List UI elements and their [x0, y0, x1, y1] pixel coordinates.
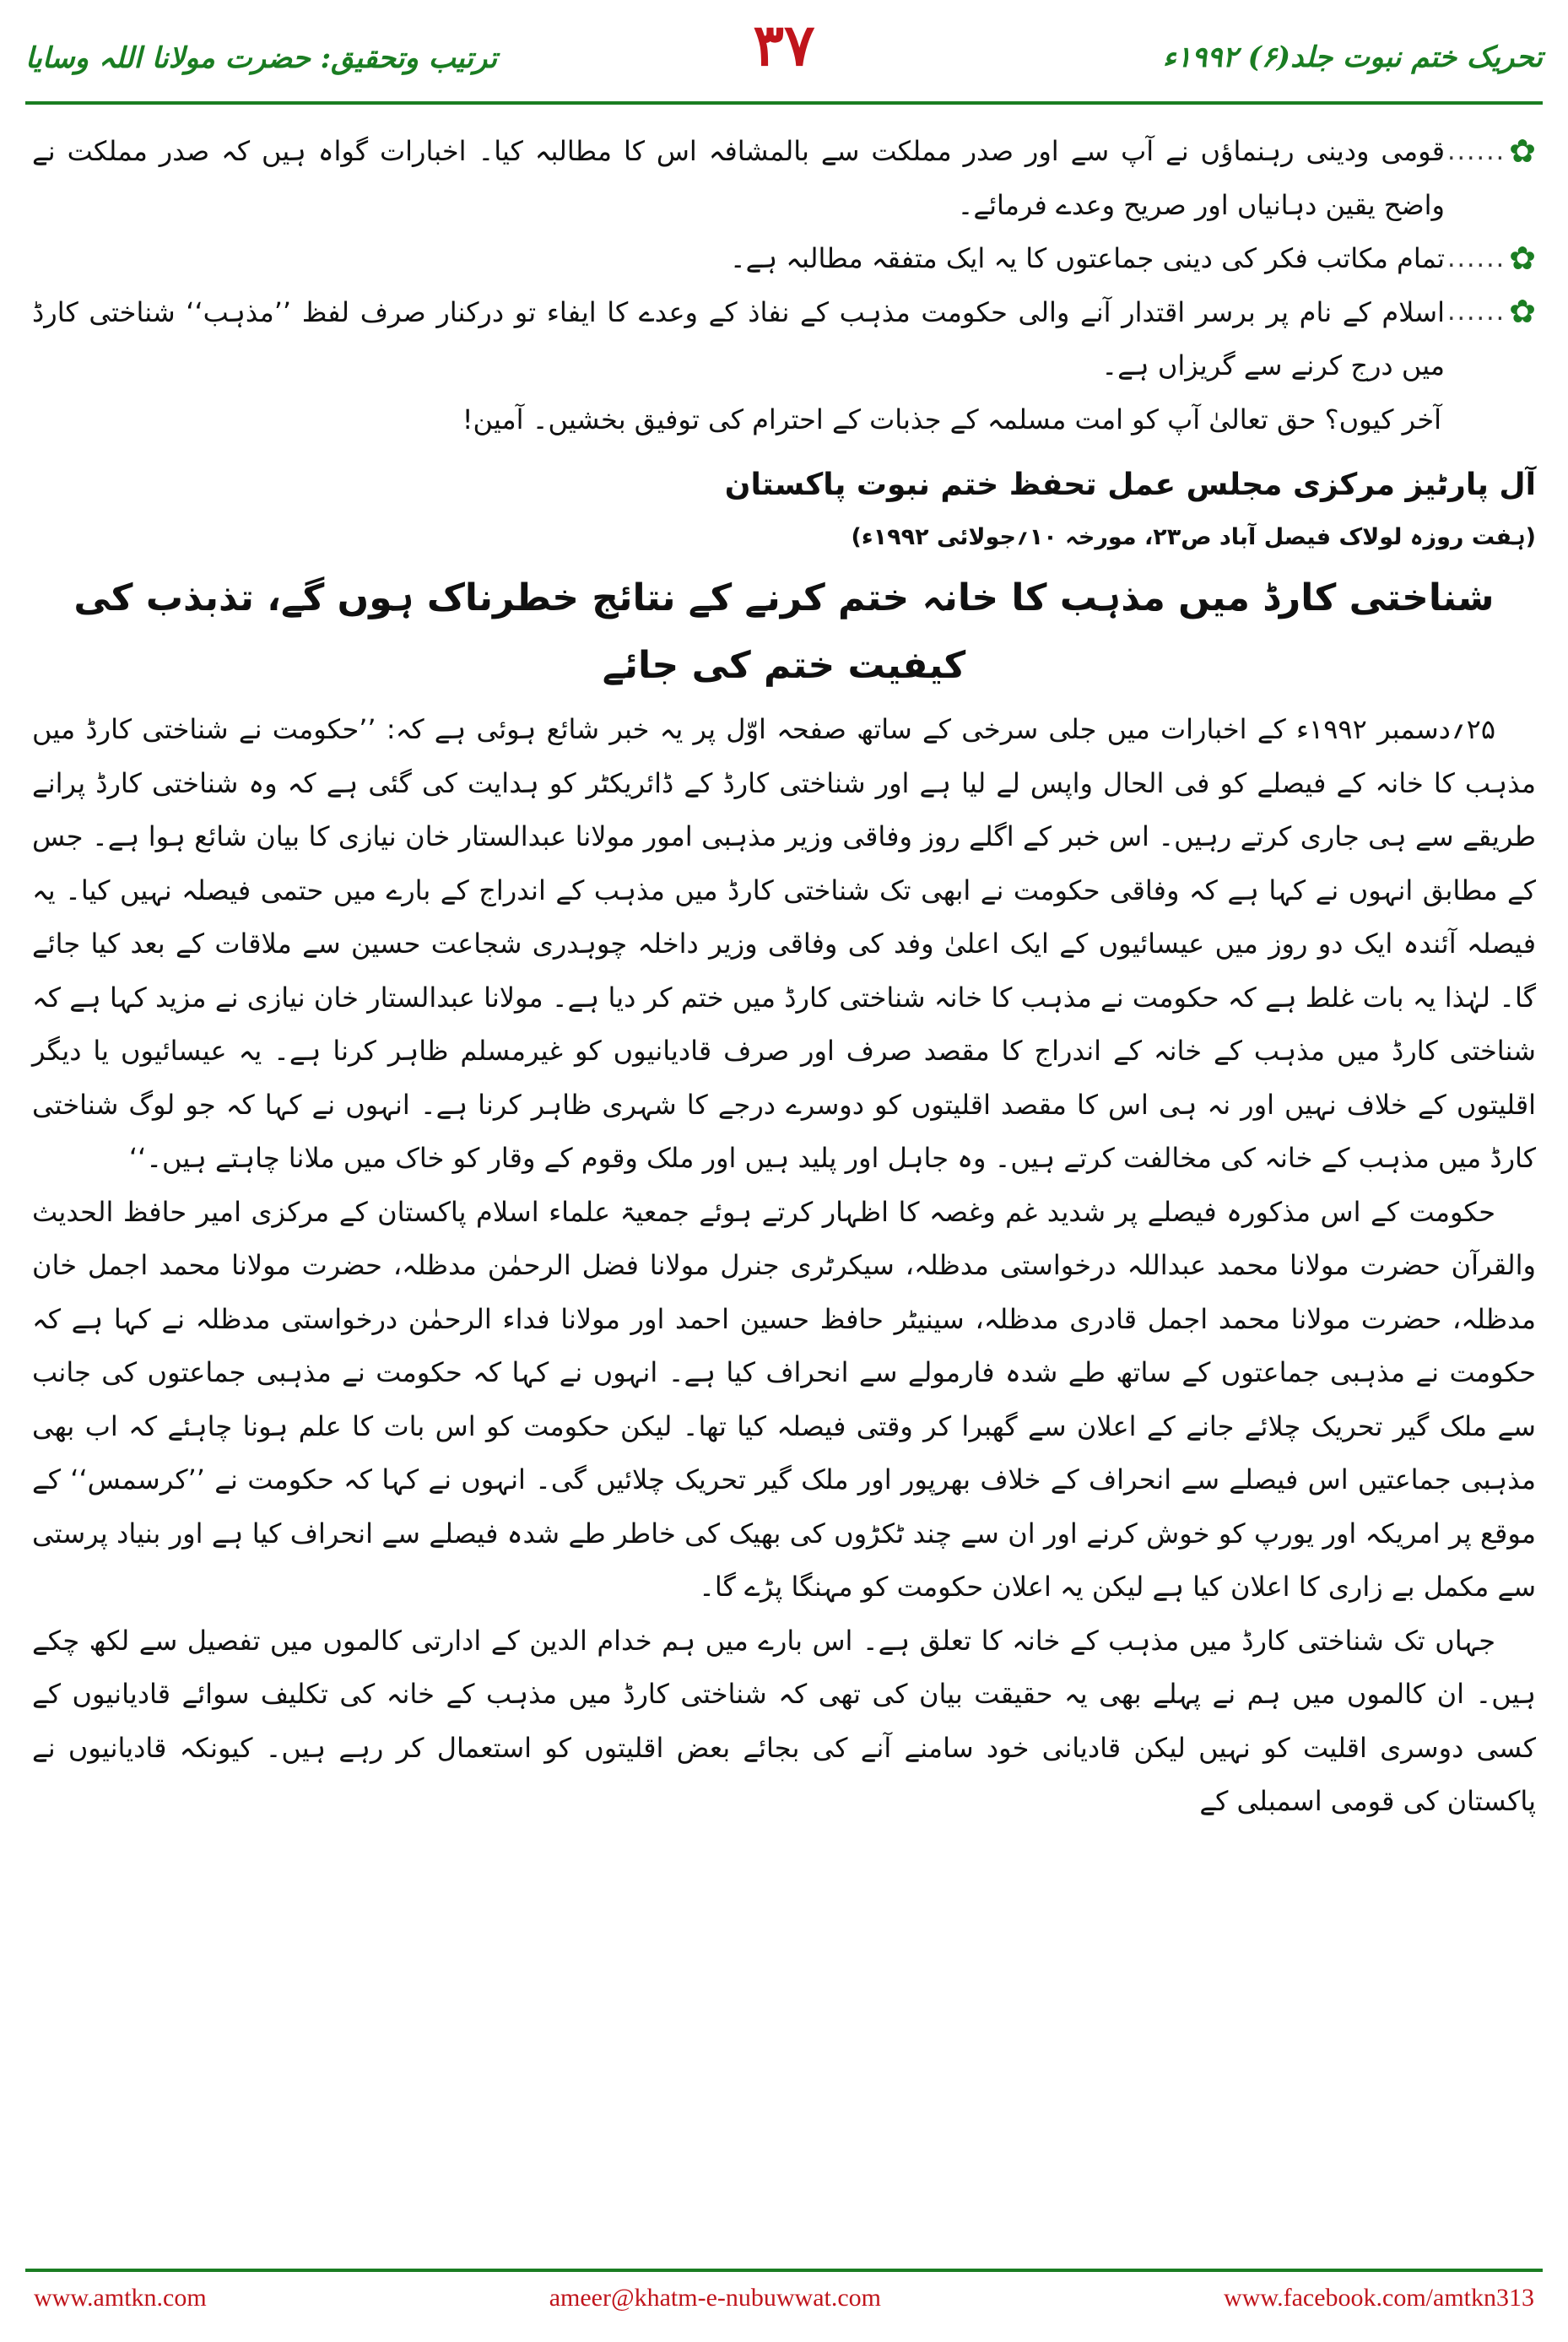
bullet-text: قومی ودینی رہنماؤں نے آپ سے اور صدر مملکت سے بالمشافہ اس کا مطالبہ کیا۔ اخبارات گواہ ہیں کہ صدر مملکت نے واضح یقین دہانیاں اور صریح وعدے فرمائے۔: [32, 135, 1445, 221]
paragraph: حکومت کے اس مذکورہ فیصلے پر شدید غم وغصہ کا اظہار کرتے ہوئے جمعیۃ علماء اسلام پاکستان کے مرکزی امیر حافظ الحدیث والقرآن حضرت مولانا محمد عبداللہ درخواستی مدظلہ، سیکرٹری جنرل مولانا فضل الرحمٰن مدظلہ، حضرت مولانا محمد اجمل خان مدظلہ، حضرت مولانا محمد اجمل قادری مدظلہ، سینیٹر حافظ حسین احمد اور مولانا فداء الرحمٰن درخواستی مدظلہ نے کہا ہے کہ حکومت نے مذہبی جماعتوں کے ساتھ طے شدہ فارمولے سے انحراف کیا ہے۔ انہوں نے کہا کہ حکومت نے مذہبی جماعتوں کی جانب سے ملک گیر تحریک چلائے جانے کے اعلان سے گھبرا کر وقتی فیصلہ کیا تھا۔ لیکن حکومت کو اس بات کا علم ہونا چاہئے کہ اب بھی مذہبی جماعتیں اس فیصلے سے انحراف کے خلاف بھرپور اور ملک گیر تحریک چلائیں گی۔ انہوں نے کہا کہ حکومت نے ’’کرسمس‘‘ کے موقع پر امریکہ اور یورپ کو خوش کرنے اور ان سے چند ٹکڑوں کی بھیک کی خاطر طے شدہ فیصلے سے انحراف کیا ہے اور بنیاد پرستی سے مکمل بے زاری کا اعلان کیا ہے لیکن یہ اعلان حکومت کو مہنگا پڑے گا۔: [32, 1195, 1536, 1603]
page-number: ۳۷: [753, 12, 815, 79]
paragraph: جہاں تک شناختی کارڈ میں مذہب کے خانہ کا تعلق ہے۔ اس بارے میں ہم خدام الدین کے ادارتی کالموں میں تفصیل سے لکھ چکے ہیں۔ ان کالموں میں ہم نے پہلے بھی یہ حقیقت بیان کی تھی کہ شناختی کارڈ میں مذہب کے خانہ کی تکلیف سوائے قادیانیوں کے کسی دوسری اقلیت کو نہیں لیکن قادیانی خود سامنے آنے کی بجائے بعض اقلیتوں کو استعمال کر رہے ہیں۔ کیونکہ قادیانیوں نے پاکستان کی قومی اسمبلی کے: [32, 1624, 1536, 1817]
closing-line: آخر کیوں؟ حق تعالیٰ آپ کو امت مسلمہ کے جذبات کے احترام کی توفیق بخشیں۔ آمین!: [462, 403, 1441, 435]
signature: آل پارٹیز مرکزی مجلس عمل تحفظ ختم نبوت پاکستان: [724, 468, 1536, 502]
footer-divider: [25, 2269, 1543, 2272]
bullet-item: ...... ✿ تمام مکاتب فکر کی دینی جماعتوں کا یہ ایک متفقہ مطالبہ ہے۔: [32, 232, 1536, 286]
compiler-credit: ترتیب وتحقیق: حضرت مولانا اللہ وسایا: [25, 41, 498, 75]
email-link[interactable]: ameer@khatm-e-nubuwwat.com: [549, 2284, 882, 2312]
bullet-item: ...... ✿ قومی ودینی رہنماؤں نے آپ سے اور صدر مملکت سے بالمشافہ اس کا مطالبہ کیا۔ اخبارات گواہ ہیں کہ صدر مملکت نے واضح یقین دہانیاں اور صریح وعدے فرمائے۔: [32, 125, 1536, 232]
paragraph: ۲۵؍دسمبر ۱۹۹۲ء کے اخبارات میں جلی سرخی کے ساتھ صفحہ اوّل پر یہ خبر شائع ہوئی ہے کہ: ’’حکومت نے شناختی کارڈ میں مذہب کا خانہ کے فیصلے کو فی الحال واپس لے لیا ہے اور شناختی کارڈ کے ڈائریکٹر کو ہدایت کی گئی ہے کہ وہ شناختی کارڈ پرانے طریقے سے ہی جاری کرتے رہیں۔ اس خبر کے اگلے روز وفاقی وزیر مذہبی امور مولانا عبدالستار خان نیازی کا بیان شائع ہوا ہے۔ جس کے مطابق انہوں نے کہا ہے کہ وفاقی حکومت نے ابھی تک شناختی کارڈ میں مذہب کے اندراج کے بارے میں حتمی فیصلہ نہیں کیا۔ یہ فیصلہ آئندہ ایک دو روز میں عیسائیوں کے ایک اعلیٰ وفد کی وفاقی وزیر داخلہ چوہدری شجاعت حسین سے ملاقات کے بعد کیا جائے گا۔ لہٰذا یہ بات غلط ہے کہ حکومت نے مذہب کا خانہ شناختی کارڈ میں ختم کر دیا ہے۔ مولانا عبدالستار خان نیازی نے مزید کہا ہے کہ شناختی کارڈ میں مذہب کے خانہ کے اندراج کا مقصد صرف اور صرف قادیانیوں کو غیرمسلم ظاہر کرنا ہے۔ یہ عیسائیوں یا دیگر اقلیتوں کے خلاف نہیں اور نہ ہی اس کا مقصد اقلیتوں کو دوسرے درجے کا شہری ظاہر کرنا ہے۔ انہوں نے کہا کہ جو لوگ شناختی کارڈ میں مذہب کے خانہ کی مخالفت کرتے ہیں۔ وہ جاہل اور پلید ہیں اور ملک وقوم کے وقار کو خاک میں ملانا چاہتے ہیں۔‘‘: [32, 713, 1537, 1174]
source-citation: (ہفت روزہ لولاک فیصل آباد ص۲۳، مورخہ ۱۰؍جولائی ۱۹۹۲ء): [851, 524, 1536, 550]
facebook-link[interactable]: www.facebook.com/amtkn313: [1224, 2284, 1534, 2312]
article-headline: شناختی کارڈ میں مذہب کا خانہ ختم کرنے کے نتائج خطرناک ہوں گے، تذبذب کی کیفیت ختم کی جائے: [73, 576, 1495, 687]
header-divider: [25, 101, 1543, 105]
website-link[interactable]: www.amtkn.com: [34, 2284, 207, 2312]
page-body: [32, 125, 1536, 1829]
page-header: [25, 8, 1543, 101]
book-title: تحریک ختم نبوت جلد(۶) ۱۹۹۲ء: [1162, 41, 1543, 74]
bullet-text: تمام مکاتب فکر کی دینی جماعتوں کا یہ ایک متفقہ مطالبہ ہے۔: [729, 242, 1445, 274]
page-footer: [34, 2279, 1534, 2318]
flower-bullet-icon: ✿: [1509, 132, 1536, 170]
bullet-text: اسلام کے نام پر برسر اقتدار آنے والی حکومت مذہب کے نفاذ کے وعدے کا ایفاء تو درکنار صرف لفظ ’’مذہب‘‘ شناختی کارڈ میں درج کرنے سے گریزاں ہے۔: [32, 295, 1445, 381]
bullet-item: ...... ✿ اسلام کے نام پر برسر اقتدار آنے والی حکومت مذہب کے نفاذ کے وعدے کا ایفاء تو درکنار صرف لفظ ’’مذہب‘‘ شناختی کارڈ میں درج کرنے سے گریزاں ہے۔: [32, 286, 1536, 393]
flower-bullet-icon: ✿: [1509, 239, 1536, 277]
flower-bullet-icon: ✿: [1509, 293, 1536, 331]
